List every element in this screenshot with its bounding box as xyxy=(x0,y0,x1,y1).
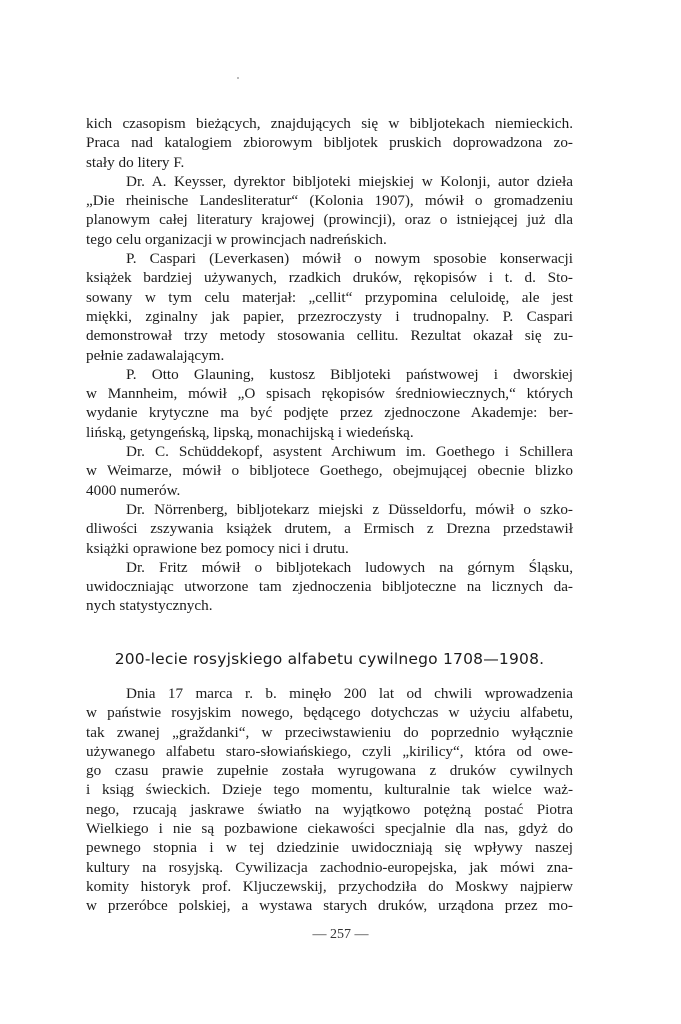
text-line: nych statystycznych. xyxy=(86,597,213,615)
paragraph xyxy=(86,114,573,172)
paragraph xyxy=(86,442,573,500)
text-line: pewnego stopnia i w tej dziedzinie uwidoczniają się wpływy naszej xyxy=(86,839,573,857)
text-line: kultury na rosyjską. Cywilizacja zachodnio-europejska, jak mówi zna- xyxy=(86,858,573,876)
text-line: Dr. A. Keysser, dyrektor bibljoteki miejskiej w Kolonji, autor dzieła xyxy=(126,172,573,190)
text-line: uwidoczniając utworzone tam zjednoczenia bibljoteczne na licznych da- xyxy=(86,578,573,596)
paragraph xyxy=(86,500,573,558)
text-line: nego, rzucają jaskrawe światło na wyjątkowo potężną postać Piotra xyxy=(86,800,573,818)
text-line: w Mannheim, mówił „O spisach rękopisów średniowiecznych,“ których xyxy=(86,385,573,403)
text-line: tego celu organizacji w prowincjach nadreńskich. xyxy=(86,230,387,248)
text-line: sowany w tym celu materjał: „cellit“ przypomina celuloidę, ale jest xyxy=(86,288,573,306)
text-line: planowym całej literatury krajowej (prowincji), oraz o istniejącej już dla xyxy=(86,211,573,229)
text-line: używanego alfabetu staro-słowiańskiego, czyli „kirilicy“, która od owe- xyxy=(86,742,573,760)
text-line: Dr. C. Schüddekopf, asystent Archiwum im. Goethego i Schillera xyxy=(126,443,573,461)
text-line: stały do litery F. xyxy=(86,153,185,171)
text-line: 4000 numerów. xyxy=(86,481,181,499)
text-line: w przeróbce polskiej, a wystawa starych druków, urządona przez mo- xyxy=(86,897,573,915)
section-heading: 200-lecie rosyjskiego alfabetu cywilnego 1708—1908. xyxy=(114,650,545,668)
text-line: Praca nad katalogiem zbiorowym bibljotek pruskich doprowadzona zo- xyxy=(86,134,573,152)
text-line: P. Otto Glauning, kustosz Bibljoteki państwowej i dworskiej xyxy=(126,365,573,383)
paragraph xyxy=(86,365,573,442)
text-line: i ksiąg świeckich. Dzieje tego momentu, kulturalnie tak wielce waż- xyxy=(86,781,573,799)
text-line: dliwości zszywania książek drutem, a Ermisch z Drezna przedstawił xyxy=(86,520,573,538)
text-line: „Die rheinische Landesliteratur“ (Kolonia 1907), mówił o gromadzeniu xyxy=(86,192,573,210)
page-number: — 257 — xyxy=(312,927,369,942)
text-line: Wielkiego i nie są pozbawione ciekawości specjalnie dla nas, gdyż do xyxy=(86,820,573,838)
text-line: P. Caspari (Leverkasen) mówił o nowym sposobie konserwacji xyxy=(126,250,573,268)
scan-speck xyxy=(237,77,239,79)
body-text-section-1 xyxy=(86,114,573,616)
body-text-section-2 xyxy=(86,684,573,916)
text-line: komity historyk prof. Kljuczewskij, przychodziła do Moskwy najpierw xyxy=(86,877,573,895)
text-line: Dnia 17 marca r. b. minęło 200 lat od chwili wprowadzenia xyxy=(126,685,573,702)
text-line: pełnie zadawalającym. xyxy=(86,346,225,364)
text-line: książek bardziej używanych, rzadkich druków, rękopisów i t. d. Sto- xyxy=(86,269,573,287)
text-line: tak zwanej „graždanki“, w przeciwstawieniu do poprzednio wyłącznie xyxy=(86,723,573,741)
paragraph xyxy=(86,558,573,616)
text-line: w Weimarze, mówił o bibljotece Goethego, obejmującej obecnie blizko xyxy=(86,462,573,480)
text-line: książki oprawione bez pomocy nici i drutu. xyxy=(86,539,349,557)
text-line: wydanie krytyczne ma być podjęte przez zjednoczone Akademje: ber- xyxy=(86,404,573,422)
text-line: Dr. Fritz mówił o bibljotekach ludowych na górnym Śląsku, xyxy=(126,558,573,576)
text-line: lińską, getyngeńską, lipską, monachijską i wiedeńską. xyxy=(86,423,414,441)
text-line: w państwie rosyjskim nowego, będącego dotychczas w użyciu alfabetu, xyxy=(86,704,573,722)
text-line: kich czasopism bieżących, znajdujących się w bibljotekach niemieckich. xyxy=(86,115,573,132)
text-line: Dr. Nörrenberg, bibljotekarz miejski z Düsseldorfu, mówił o szko- xyxy=(126,500,573,518)
text-line: miękki, zginalny jak papier, przezroczysty i trudnopalny. P. Caspari xyxy=(86,307,573,325)
paragraph xyxy=(86,172,573,249)
text-line: demonstrował trzy metody stosowania cellitu. Rezultat okazał się zu- xyxy=(86,327,573,345)
text-line: go czasu prawie zupełnie została wyrugowana z druków cywilnych xyxy=(86,762,573,780)
paragraph xyxy=(86,249,573,365)
